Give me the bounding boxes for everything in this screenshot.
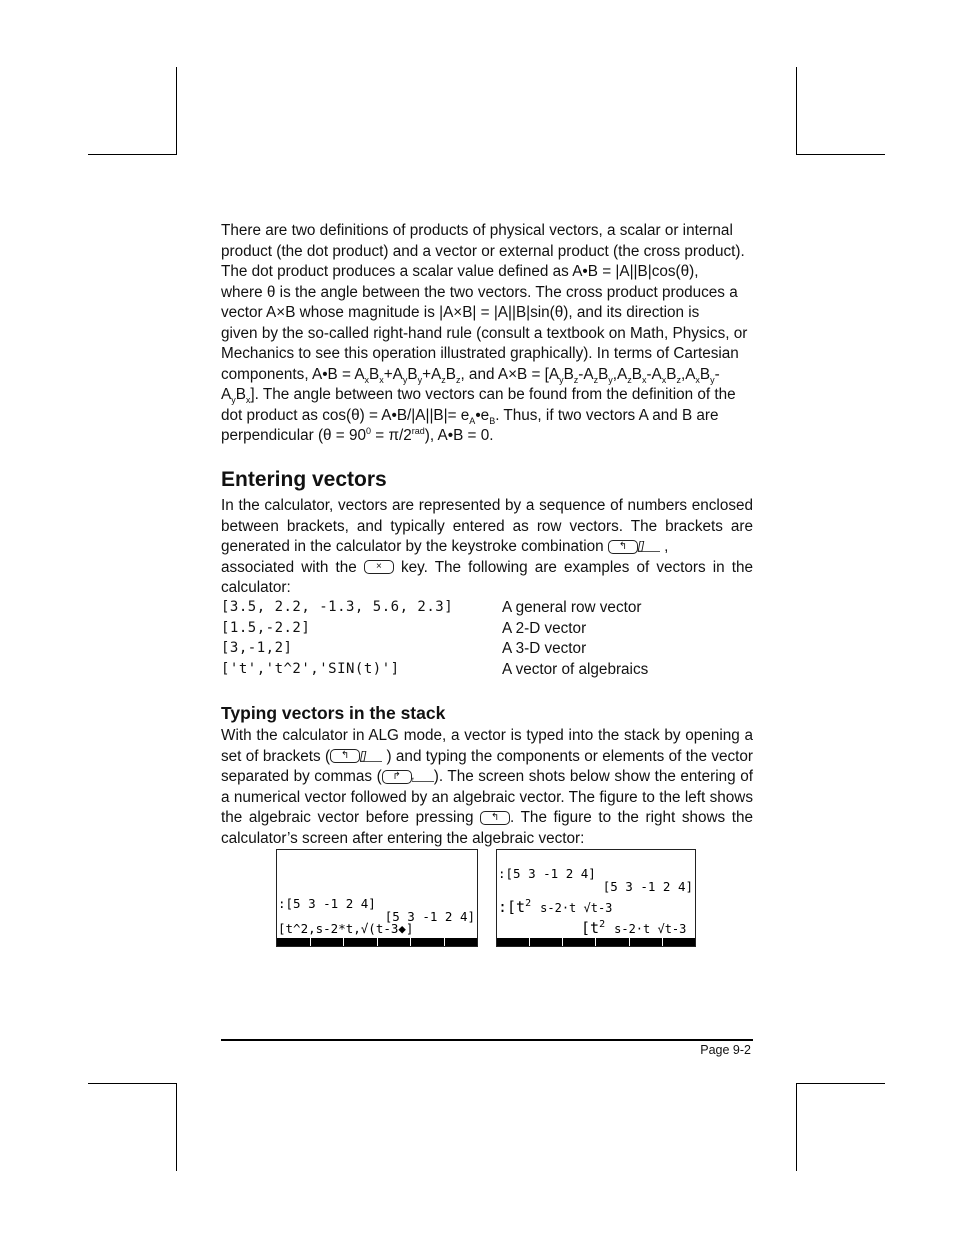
intro-paragraph bbox=[221, 221, 753, 447]
crop-mark bbox=[796, 154, 885, 155]
stack-line: :[5 3 -1 2 4] bbox=[498, 866, 596, 881]
stack-paragraph: With the calculator in ALG mode, a vector is typed into the stack by opening a set of brackets ( ↰ [] ) and typing the components or elements of the vector separated by commas ( ↱ , ). The screen shots below show the entering of a numerical vector followed by an algebraic vector. The figure to the left shows the algebraic vector before pressing ↰ . The figure to the right shows the calculator’s screen after entering the algebraic vector: bbox=[221, 727, 754, 847]
stack-line: $:[t^2$ s-2·t √t-3 bbox=[498, 898, 613, 916]
left-shift-key-icon: ↰ bbox=[330, 749, 360, 763]
text-line: components, A•B = $A_xB_x+A_yB_y+A_zB_z$, and $A\times B = [A_yB_z-A_zB_y,A_zB_x-A_xB_z,A_xB_y-$ bbox=[221, 365, 720, 385]
stack-line: [5 3 -1 2 4] bbox=[602, 879, 693, 894]
page-number: Page 9-2 bbox=[700, 1043, 751, 1057]
crop-mark bbox=[796, 1083, 797, 1171]
text-line: dot product as cos(θ) = A•B/|A||B|= $e_A•e_B$. Thus, if two vectors A and B are bbox=[221, 406, 719, 426]
text-line: Mechanics to see this operation illustrated graphically). In terms of Cartesian bbox=[221, 345, 739, 362]
crop-mark bbox=[88, 154, 177, 155]
multiply-key-icon: × bbox=[364, 560, 394, 574]
text-line: $A_yB_x$]. The angle between two vectors can be found from the definition of the bbox=[221, 386, 736, 406]
crop-mark bbox=[176, 67, 177, 154]
example-row: [1.5,-2.2] A 2-D vector bbox=[221, 619, 587, 637]
example-row: [3,-1,2] A 3-D vector bbox=[221, 640, 587, 657]
text-line: perpendicular $(\theta = 90^0 = \pi/2^{rad})$, A•B = 0. bbox=[221, 425, 494, 444]
text-line: The dot product produces a scalar value defined as A•B = |A||B|cos(θ), bbox=[221, 263, 699, 280]
examples-list bbox=[221, 599, 753, 683]
stack-line: :[5 3 -1 2 4] bbox=[278, 896, 376, 911]
softkey-menu-bar bbox=[277, 938, 477, 946]
example-row: ['t','t^2','SIN(t)'] A vector of algebraics bbox=[221, 660, 649, 678]
text-line: given by the so-called right-hand rule (consult a textbook on Math, Physics, or bbox=[221, 324, 748, 342]
comma-key-label: , bbox=[412, 771, 434, 782]
crop-mark bbox=[88, 1083, 177, 1084]
bracket-key-label: [] bbox=[638, 541, 660, 552]
text-line: where θ is the angle between the two vectors. The cross product produces a bbox=[221, 283, 738, 301]
stack-line: [5 3 -1 2 4] bbox=[384, 909, 475, 924]
example-row: [3.5, 2.2, -1.3, 5.6, 2.3] A general row vector bbox=[221, 599, 642, 616]
crop-mark bbox=[796, 1083, 885, 1084]
section-heading: Entering vectors bbox=[221, 468, 387, 491]
crop-mark bbox=[796, 67, 797, 154]
crop-mark bbox=[176, 1083, 177, 1171]
text-line: There are two definitions of products of physical vectors, a scalar or internal bbox=[221, 222, 733, 239]
left-shift-key-icon: ↰ bbox=[608, 540, 638, 554]
calculator-screen-left bbox=[276, 849, 478, 947]
bracket-key-label: [] bbox=[360, 751, 382, 762]
left-shift-key-icon: ↰ bbox=[480, 811, 510, 825]
right-shift-key-icon: ↱ bbox=[382, 770, 412, 784]
subsection-heading: Typing vectors in the stack bbox=[221, 703, 446, 723]
text-line: product (the dot product) and a vector or external product (the cross product). bbox=[221, 242, 745, 260]
text-line: vector A×B whose magnitude is |A×B| = |A||B|sin(θ), and its direction is bbox=[221, 304, 700, 321]
edit-line: [t^2,s-2*t,√(t-3◆] bbox=[278, 921, 414, 936]
vectors-paragraph: In the calculator, vectors are represented by a sequence of numbers enclosed between brackets, and typically entered as row vectors. The brackets are generated in the calculator by the keystroke combination ↰ [] , associated with the × key. The following are examples of vectors in the calculator: bbox=[221, 497, 753, 596]
calculator-screen-right bbox=[496, 849, 696, 947]
stack-line: [$t^2$ s-2·t √t-3 bbox=[581, 919, 687, 937]
softkey-menu-bar bbox=[497, 938, 695, 946]
footer-rule bbox=[221, 1039, 753, 1041]
